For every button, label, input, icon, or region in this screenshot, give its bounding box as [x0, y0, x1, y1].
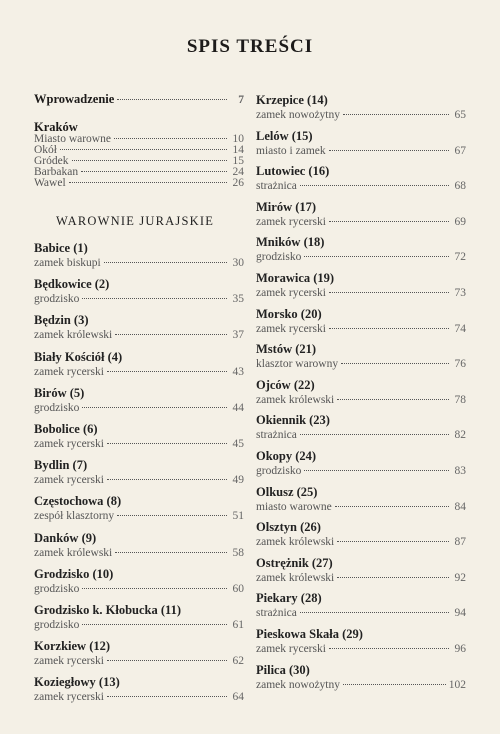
- page-number: 102: [448, 678, 466, 691]
- dot-leader: [343, 684, 446, 685]
- toc-entry[interactable]: [34, 638, 244, 668]
- toc-entry[interactable]: [34, 421, 244, 451]
- entry-type: zamek rycerski: [256, 287, 326, 299]
- dot-leader: [335, 506, 449, 507]
- toc-entry[interactable]: [256, 555, 466, 585]
- toc-row-intro[interactable]: [34, 92, 244, 107]
- entry-type: miasto warowne: [256, 500, 332, 513]
- dot-leader: [300, 434, 449, 435]
- toc-entry[interactable]: [256, 341, 466, 371]
- entry-detail-row: [256, 322, 466, 336]
- page-number: 69: [454, 215, 466, 228]
- entry-type: zamek królewski: [256, 393, 335, 406]
- entry-name: Częstochowa (8): [34, 494, 122, 509]
- entry-type: klasztor warowny: [256, 358, 339, 371]
- toc-entry[interactable]: [34, 349, 244, 379]
- toc-entry[interactable]: [256, 199, 466, 229]
- toc-entry[interactable]: [256, 484, 466, 514]
- dot-leader: [329, 292, 449, 293]
- entry-name: Okiennik (23): [256, 413, 330, 428]
- toc-entry[interactable]: [256, 590, 466, 620]
- page-number: 74: [454, 322, 466, 335]
- entry-detail-row: [34, 292, 244, 306]
- entry-type: zamek rycerski: [34, 438, 104, 450]
- entry-detail-row: [34, 365, 244, 379]
- page-number: 73: [454, 287, 466, 299]
- page-number: 68: [454, 180, 466, 193]
- entry-name: Olsztyn (26): [256, 520, 321, 535]
- entry-label: Miasto warowne: [34, 133, 111, 145]
- page-number: 94: [454, 607, 466, 620]
- entry-type: strażnica: [256, 180, 297, 193]
- dot-leader: [300, 185, 449, 186]
- page-number: 15: [232, 155, 244, 167]
- page-number: 24: [232, 166, 244, 178]
- entry-name: Bydlin (7): [34, 458, 88, 473]
- page-number: 67: [454, 144, 466, 157]
- entry-detail-row: [256, 464, 466, 478]
- dot-leader: [60, 149, 227, 150]
- entry-type: zamek biskupi: [34, 257, 101, 269]
- page-number: 14: [232, 144, 244, 156]
- entry-detail-row: [34, 509, 244, 523]
- entry-label: Wprowadzenie: [34, 92, 115, 106]
- page-number: 76: [454, 358, 466, 371]
- toc-entry[interactable]: [256, 519, 466, 549]
- entry-name: Danków (9): [34, 530, 97, 545]
- entry-label: Okół: [34, 144, 57, 156]
- dot-leader: [107, 479, 227, 480]
- entry-label: Gródek: [34, 155, 69, 167]
- entry-detail-row: [34, 401, 244, 415]
- entry-type: zamek nowożytny: [256, 109, 340, 121]
- entry-type: grodzisko: [256, 251, 302, 264]
- dot-leader: [82, 624, 227, 625]
- toc-entry[interactable]: [34, 566, 244, 596]
- page-number: 65: [454, 109, 466, 121]
- dot-leader: [337, 541, 449, 542]
- toc-entry[interactable]: [256, 92, 466, 122]
- entry-name: Piekary (28): [256, 591, 322, 606]
- dot-leader: [82, 298, 227, 299]
- entry-detail-row: [256, 286, 466, 300]
- krakow-heading: Kraków: [34, 120, 78, 134]
- toc-entry[interactable]: [34, 312, 244, 342]
- entry-type: zamek rycerski: [256, 643, 326, 655]
- page-number: 82: [454, 429, 466, 442]
- toc-entry[interactable]: [256, 662, 466, 692]
- entry-type: zamek rycerski: [34, 365, 104, 378]
- entry-type: zespół klasztorny: [34, 510, 115, 523]
- entry-type: grodzisko: [256, 465, 302, 477]
- entry-detail-row: [256, 179, 466, 193]
- entry-detail-row: [34, 654, 244, 668]
- page-number: 43: [232, 365, 244, 378]
- entry-name: Krzepice (14): [256, 93, 328, 107]
- page-number: 30: [232, 257, 244, 269]
- entry-name: Lelów (15): [256, 128, 313, 143]
- entry-name: Birów (5): [34, 385, 85, 400]
- dot-leader: [337, 399, 449, 400]
- entry-name: Mników (18): [256, 235, 325, 250]
- dot-leader: [329, 328, 449, 329]
- entry-type: strażnica: [256, 429, 297, 442]
- entry-label: Wawel: [34, 177, 66, 189]
- entry-type: zamek rycerski: [256, 215, 326, 228]
- toc-entry[interactable]: [34, 530, 244, 560]
- entry-name: Grodzisko (10): [34, 566, 114, 581]
- dot-leader: [81, 171, 227, 172]
- entry-type: zamek królewski: [256, 536, 335, 549]
- entry-name: Olkusz (25): [256, 484, 318, 499]
- entry-name: Bobolice (6): [34, 422, 98, 436]
- entry-name: Morawica (19): [256, 271, 335, 285]
- page-number: 83: [454, 465, 466, 477]
- entry-type: zamek królewski: [34, 546, 113, 559]
- page-title: SPIS TREŚCI: [186, 36, 314, 57]
- page-number: 35: [232, 293, 244, 306]
- dot-leader: [115, 334, 227, 335]
- entry-name: Ostrężnik (27): [256, 555, 333, 570]
- dot-leader: [329, 648, 449, 649]
- page-number: 45: [232, 438, 244, 450]
- toc-entry[interactable]: [256, 163, 466, 193]
- entry-detail-row: [256, 215, 466, 229]
- entry-name: Pieskowa Skała (29): [256, 627, 363, 641]
- dot-leader: [107, 660, 227, 661]
- dot-leader: [117, 99, 227, 100]
- page-number: 49: [232, 474, 244, 487]
- section-heading: WAROWNIE JURAJSKIE: [56, 214, 215, 228]
- dot-leader: [104, 262, 227, 263]
- entry-detail-row: [34, 328, 244, 342]
- entry-name: Morsko (20): [256, 306, 322, 321]
- entry-type: zamek królewski: [256, 571, 335, 584]
- dot-leader: [114, 138, 227, 139]
- toc-entry[interactable]: [34, 602, 244, 632]
- page-number: 10: [232, 133, 244, 145]
- entry-type: zamek rycerski: [34, 655, 104, 668]
- entry-name: Biały Kościół (4): [34, 349, 123, 364]
- page-number: 44: [232, 401, 244, 414]
- dot-leader: [115, 552, 227, 553]
- toc-entry[interactable]: [34, 276, 244, 306]
- toc-entry[interactable]: [256, 306, 466, 336]
- dot-leader: [329, 150, 449, 151]
- dot-leader: [343, 114, 449, 115]
- toc-entry[interactable]: [34, 385, 244, 415]
- page-number: 62: [232, 655, 244, 668]
- entry-detail-row: [34, 582, 244, 596]
- entry-name: Mstów (21): [256, 342, 317, 357]
- toc-entry[interactable]: [34, 457, 244, 487]
- entry-detail-row: [256, 428, 466, 442]
- entry-type: grodzisko: [34, 582, 80, 595]
- entry-name: Pilica (30): [256, 662, 310, 677]
- entry-type: grodzisko: [34, 619, 80, 631]
- page-number: 78: [454, 393, 466, 406]
- entry-type: strażnica: [256, 607, 297, 620]
- page-number: 96: [454, 643, 466, 655]
- dot-leader: [82, 407, 227, 408]
- toc-entry[interactable]: [256, 377, 466, 407]
- entry-name: Babice (1): [34, 241, 88, 255]
- page-number: 60: [232, 582, 244, 595]
- entry-detail-row: [256, 144, 466, 158]
- entry-detail-row: [256, 393, 466, 407]
- dot-leader: [329, 221, 449, 222]
- entry-detail-row: [256, 571, 466, 585]
- toc-entry[interactable]: [34, 240, 244, 270]
- entry-type: miasto i zamek: [256, 144, 326, 157]
- dot-leader: [107, 443, 227, 444]
- entry-detail-row: [34, 473, 244, 487]
- toc-entry[interactable]: [256, 234, 466, 264]
- dot-leader: [82, 588, 227, 589]
- entry-detail-row: [34, 618, 244, 632]
- dot-leader: [69, 182, 227, 183]
- toc-entry[interactable]: [256, 412, 466, 442]
- entry-name: Mirów (17): [256, 199, 317, 214]
- entry-type: zamek królewski: [34, 329, 113, 342]
- entry-detail-row: [256, 500, 466, 514]
- toc-entry[interactable]: [34, 674, 244, 704]
- entry-name: Lutowiec (16): [256, 164, 330, 179]
- dot-leader: [72, 160, 228, 161]
- page-number: 7: [238, 94, 244, 106]
- entry-type: zamek rycerski: [34, 474, 104, 487]
- dot-leader: [337, 577, 449, 578]
- page-number: 72: [454, 251, 466, 264]
- entry-detail-row: [34, 256, 244, 270]
- entry-name: Okopy (24): [256, 449, 317, 463]
- entry-type: zamek rycerski: [34, 691, 104, 704]
- dot-leader: [304, 470, 449, 471]
- dot-leader: [304, 256, 449, 257]
- entry-detail-row: [256, 535, 466, 549]
- entry-detail-row: [256, 678, 466, 692]
- entry-detail-row: [34, 437, 244, 451]
- entry-detail-row: [256, 357, 466, 371]
- toc-entry[interactable]: [256, 626, 466, 656]
- page-number: 87: [454, 536, 466, 549]
- entry-name: Koziegłowy (13): [34, 675, 120, 690]
- page-number: 51: [232, 510, 244, 523]
- entry-type: grodzisko: [34, 401, 80, 414]
- entry-detail-row: [34, 690, 244, 704]
- toc-entry[interactable]: [34, 493, 244, 523]
- page-number: 84: [454, 500, 466, 513]
- page-number: 37: [232, 329, 244, 342]
- dot-leader: [300, 612, 449, 613]
- dot-leader: [117, 515, 227, 516]
- entry-label: Barbakan: [34, 166, 79, 178]
- entry-detail-row: [256, 108, 466, 122]
- entry-type: zamek rycerski: [256, 322, 326, 335]
- page-number: 61: [232, 619, 244, 631]
- dot-leader: [107, 696, 227, 697]
- page-number: 26: [232, 177, 244, 189]
- page-number: 92: [454, 571, 466, 584]
- entry-type: zamek nowożytny: [256, 678, 340, 691]
- entry-detail-row: [256, 250, 466, 264]
- entry-name: Ojców (22): [256, 377, 315, 392]
- entry-name: Grodzisko k. Kłobucka (11): [34, 603, 182, 617]
- entry-name: Będkowice (2): [34, 277, 110, 292]
- list-item[interactable]: [34, 177, 244, 189]
- toc-entry[interactable]: [256, 128, 466, 158]
- entry-name: Będzin (3): [34, 313, 89, 328]
- page-number: 64: [232, 691, 244, 704]
- entry-detail-row: [256, 606, 466, 620]
- dot-leader: [107, 371, 227, 372]
- entry-type: grodzisko: [34, 293, 80, 306]
- entry-name: Korzkiew (12): [34, 639, 111, 654]
- page-number: 58: [232, 546, 244, 559]
- dot-leader: [341, 363, 449, 364]
- entry-detail-row: [34, 546, 244, 560]
- entry-detail-row: [256, 642, 466, 656]
- toc-entry[interactable]: [256, 448, 466, 478]
- toc-entry[interactable]: [256, 270, 466, 300]
